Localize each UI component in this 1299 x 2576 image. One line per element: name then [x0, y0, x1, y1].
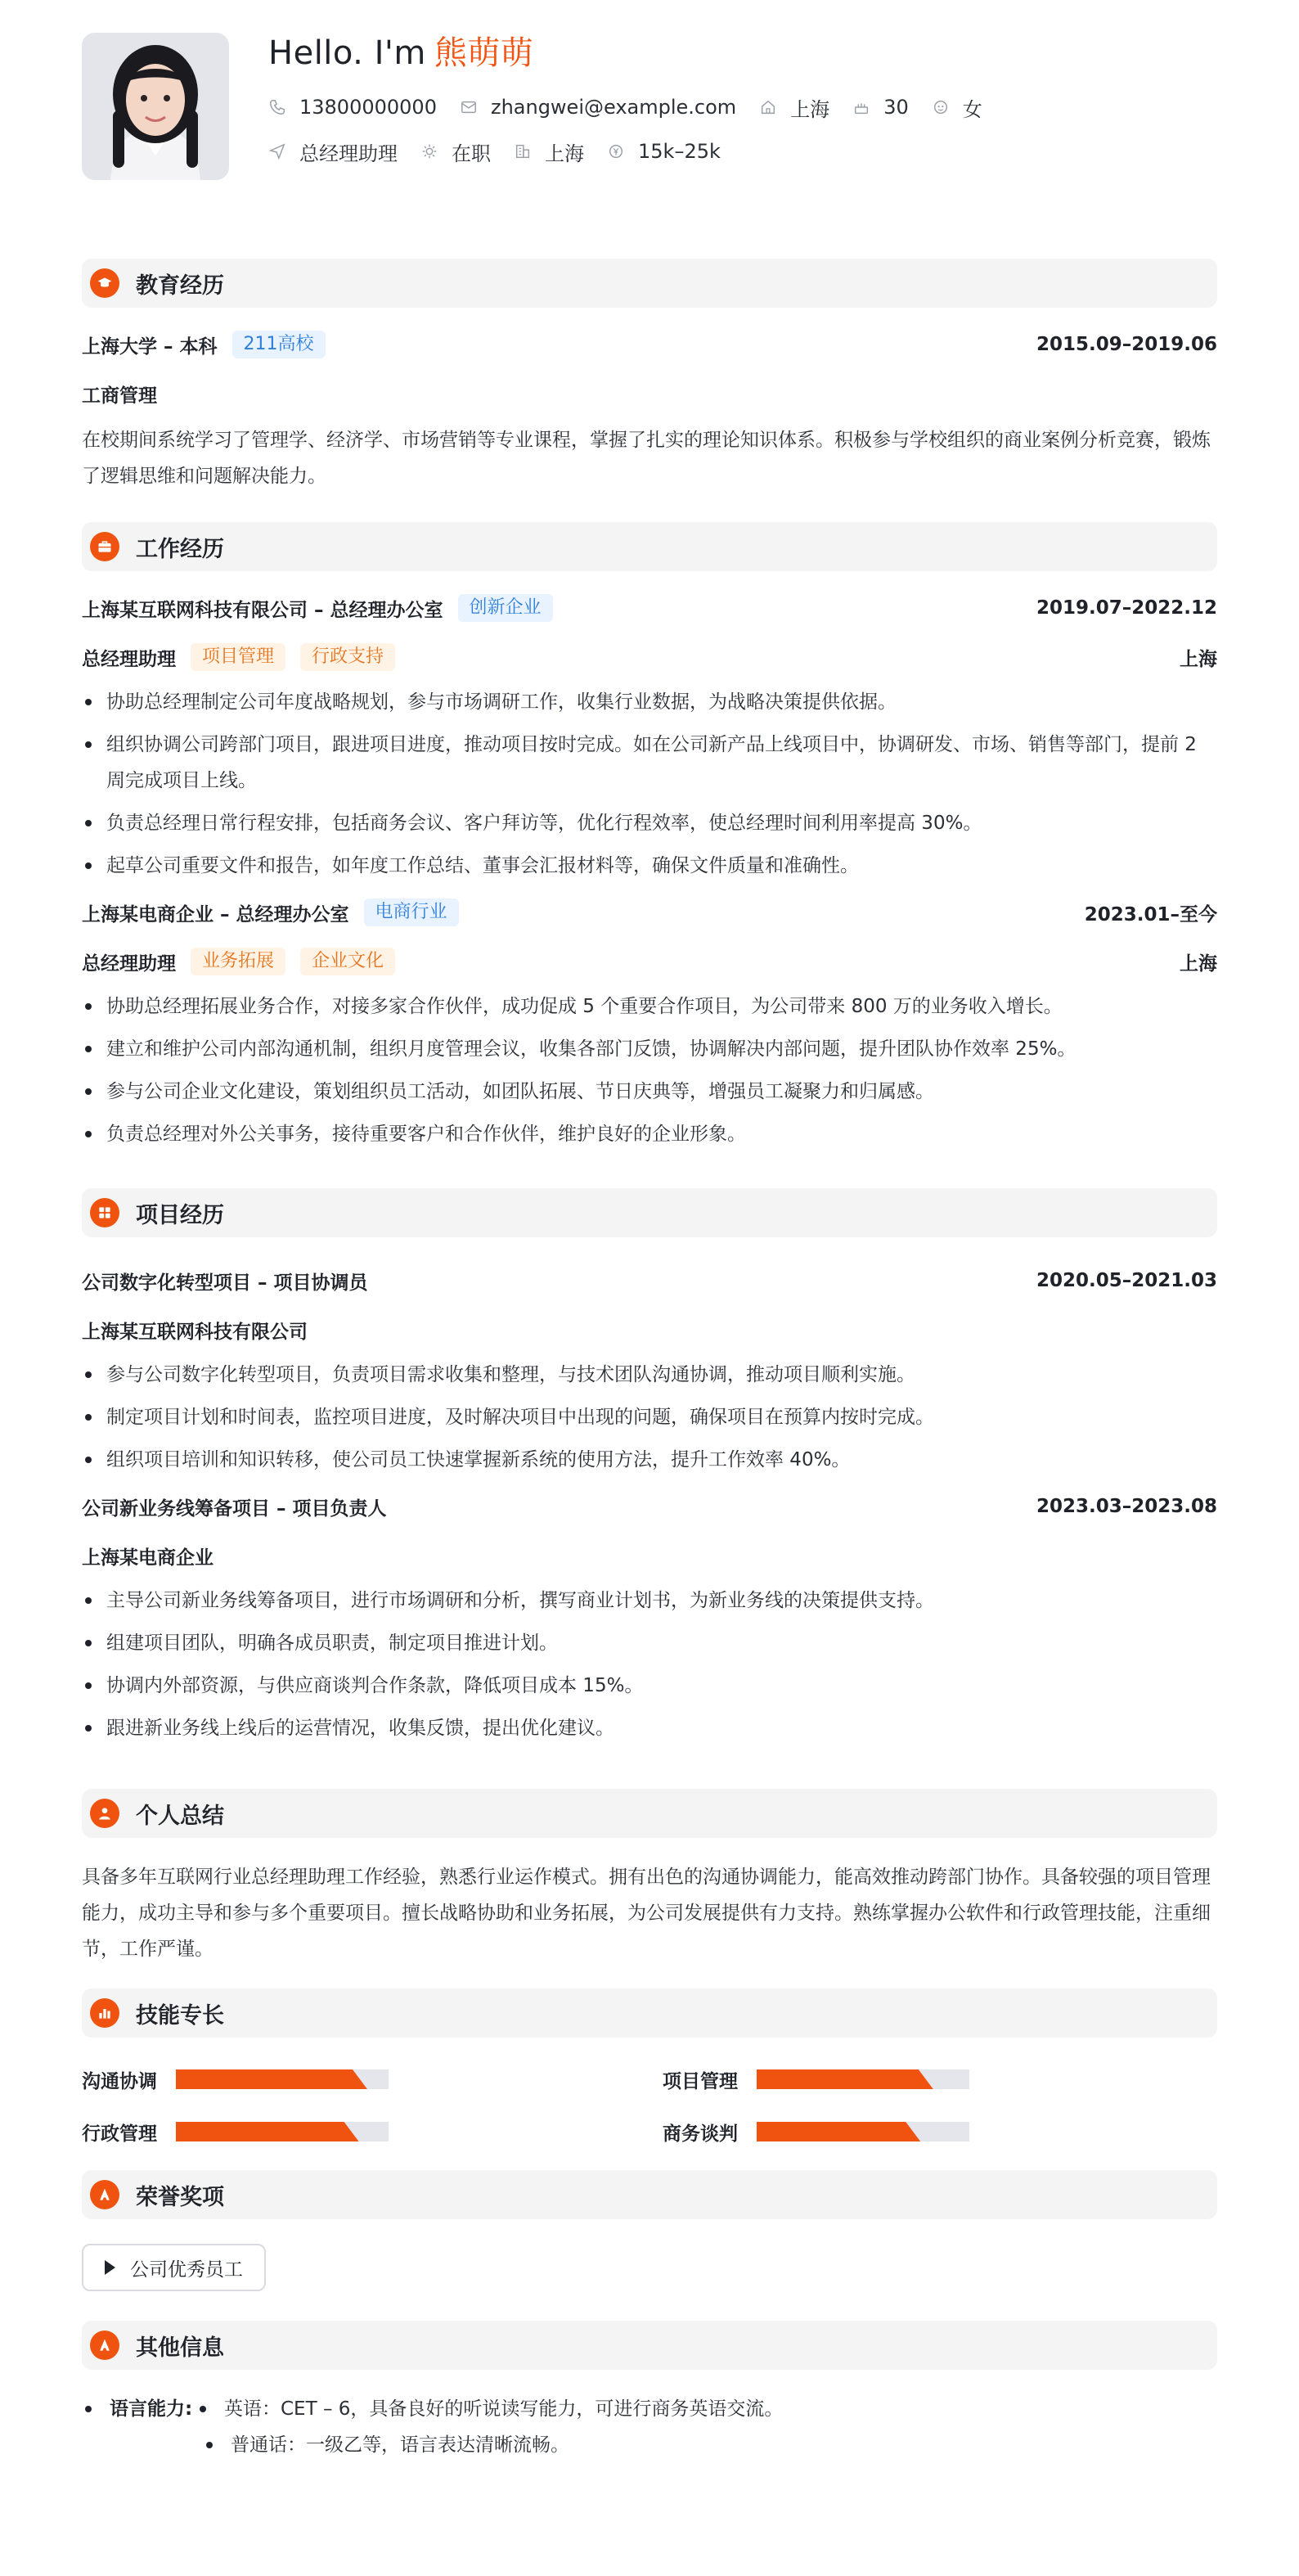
briefcase-icon	[90, 532, 119, 561]
awards-title: 荣誉奖项	[136, 2184, 224, 2210]
job-1-location: 上海	[1180, 648, 1217, 670]
list-item: 参与公司企业文化建设，策划组织员工活动，如团队拓展、节日庆典等，增强员工凝聚力和归属感。	[82, 1074, 1217, 1110]
job-2-company-block	[82, 898, 459, 926]
job-2-header	[82, 898, 1217, 926]
other-section-title	[82, 2321, 1217, 2370]
summary-text: 具备多年互联网行业总经理助理工作经验，熟悉行业运作模式。拥有出色的沟通协调能力，能高效推动跨部门协作。具备较强的项目管理能力，成功主导和参与多个重要项目。擅长战略协助和业务拓展，为公司发展提供有力支持。熟练掌握办公软件和行政管理技能，注重细节，工作严谨。	[82, 1867, 1211, 1960]
skill-bar-fill	[176, 2069, 367, 2089]
bullet-dot	[85, 2406, 92, 2412]
mail-icon	[460, 98, 478, 116]
building-icon	[514, 142, 532, 160]
language-row	[82, 2391, 1217, 2427]
greeting-text: Hello. I'm	[268, 34, 426, 72]
project-2-name: 公司新业务线筹备项目 – 项目负责人	[82, 1497, 387, 1520]
job-1-tag-2: 行政支持	[300, 643, 395, 671]
languages-block	[82, 2391, 1217, 2463]
list-item: 跟进新业务线上线后的运营情况，收集反馈，提出优化建议。	[82, 1710, 1217, 1746]
bar-chart-icon	[90, 1998, 119, 2028]
summary-title: 个人总结	[136, 1803, 224, 1829]
list-item: 协助总经理拓展业务合作，对接多家合作伙伴，成功促成 5 个重要合作项目，为公司带来 800 万的业务收入增长。	[82, 989, 1217, 1025]
status-value: 在职	[452, 142, 491, 165]
gender-icon	[932, 98, 950, 116]
grid-icon	[90, 1198, 119, 1227]
skill-bar	[176, 2069, 389, 2089]
project-2-company: 上海某电商企业	[82, 1547, 214, 1569]
project-2-bullets	[82, 1583, 1217, 1746]
send-icon	[268, 142, 286, 160]
project-1-company: 上海某互联网科技有限公司	[82, 1321, 308, 1343]
age-value: 30	[883, 96, 909, 119]
education-title: 教育经历	[136, 272, 224, 299]
work-title: 工作经历	[136, 536, 224, 562]
project-1-name: 公司数字化转型项目 – 项目协调员	[82, 1272, 368, 1294]
skill-item	[82, 2119, 663, 2144]
job-1-company-block	[82, 594, 553, 622]
list-item: 建立和维护公司内部沟通机制，组织月度管理会议，收集各部门反馈，协调解决内部问题，提升团队协作效率 25%。	[82, 1031, 1217, 1067]
projects-title: 项目经历	[136, 1202, 224, 1228]
skill-label: 沟通协调	[82, 2070, 157, 2092]
award-item[interactable]	[82, 2244, 266, 2291]
salary-item	[607, 140, 721, 163]
intent-row	[268, 139, 1005, 164]
job-2-location: 上海	[1180, 952, 1217, 975]
hometown-value: 上海	[790, 97, 830, 121]
header-info	[268, 33, 1005, 164]
job-2-company: 上海某电商企业 – 总经理办公室	[82, 903, 349, 925]
avatar-illustration	[82, 33, 229, 180]
project-1-bullets	[82, 1357, 1217, 1478]
skill-bar-fill	[176, 2122, 359, 2141]
info-icon	[90, 2331, 119, 2360]
caret-right-icon	[105, 2260, 115, 2275]
job-2-tag-1: 业务拓展	[191, 948, 285, 975]
job-1-header	[82, 594, 1217, 622]
project-2-period: 2023.03–2023.08	[1036, 1496, 1217, 1517]
phone-icon	[268, 98, 286, 116]
project-1-header	[82, 1267, 1217, 1295]
education-section-title	[82, 259, 1217, 308]
skill-bar	[176, 2122, 389, 2141]
language-sub-row	[206, 2427, 1217, 2463]
skill-bar	[757, 2122, 969, 2141]
education-major: 工商管理	[82, 385, 157, 407]
city-value: 上海	[545, 142, 584, 165]
skills-title: 技能专长	[136, 2002, 224, 2029]
list-item: 制定项目计划和时间表，监控项目进度，及时解决项目中出现的问题，确保项目在预算内按时完成。	[82, 1399, 1217, 1435]
education-header-row	[82, 331, 1217, 358]
summary-section-title	[82, 1789, 1217, 1838]
phone-item	[268, 96, 437, 119]
job-1-company-tag: 创新企业	[458, 594, 553, 622]
education-period: 2015.09–2019.06	[1036, 334, 1217, 355]
list-item: 起草公司重要文件和报告，如年度工作总结、董事会汇报材料等，确保文件质量和准确性。	[82, 848, 1217, 884]
job-1-role-row	[82, 643, 1217, 671]
skill-bar	[757, 2069, 969, 2089]
bullet-dot	[200, 2406, 206, 2412]
job-intent-item	[268, 137, 398, 166]
skill-item	[82, 2067, 663, 2092]
education-description: 在校期间系统学习了管理学、经济学、市场营销等专业课程，掌握了扎实的理论知识体系。积极参与学校组织的商业案例分析竞赛，锻炼了逻辑思维和问题解决能力。	[82, 430, 1211, 487]
job-1-bullets	[82, 684, 1217, 884]
skills-section-title	[82, 1988, 1217, 2038]
awards-section-title	[82, 2170, 1217, 2219]
greeting	[268, 33, 1005, 74]
award-icon	[90, 2180, 119, 2209]
phone-value: 13800000000	[299, 96, 437, 119]
skills-grid	[82, 2067, 1217, 2144]
age-item	[852, 96, 909, 119]
job-2-bullets	[82, 989, 1217, 1152]
work-section-title	[82, 522, 1217, 571]
job-1-tag-1: 项目管理	[191, 643, 285, 671]
list-item: 协调内外部资源，与供应商谈判合作条款，降低项目成本 15%。	[82, 1668, 1217, 1704]
project-1-period: 2020.05–2021.03	[1036, 1270, 1217, 1291]
cake-icon	[852, 98, 870, 116]
education-school-block	[82, 331, 326, 358]
other-title: 其他信息	[136, 2335, 224, 2361]
list-item: 组织项目培训和知识转移，使公司员工快速掌握新系统的使用方法，提升工作效率 40%。	[82, 1442, 1217, 1478]
list-item: 主导公司新业务线筹备项目，进行市场调研和分析，撰写商业计划书，为新业务线的决策提供支持。	[82, 1583, 1217, 1619]
job-2-role-row	[82, 948, 1217, 975]
job-2-role-block	[82, 948, 395, 975]
job-2-company-tag: 电商行业	[364, 898, 459, 926]
skill-item	[663, 2067, 1235, 2092]
list-item: 参与公司数字化转型项目，负责项目需求收集和整理，与技术团队沟通协调，推动项目顺利实施。	[82, 1357, 1217, 1393]
job-2-role: 总经理助理	[82, 952, 176, 975]
skill-label: 项目管理	[663, 2070, 738, 2092]
skill-label: 商务谈判	[663, 2123, 738, 2145]
project-2-header	[82, 1493, 1217, 1520]
email-item	[460, 96, 736, 119]
award-label: 公司优秀员工	[130, 2259, 243, 2281]
money-icon	[607, 142, 625, 160]
gender-value: 女	[962, 97, 982, 121]
salary-value: 15k–25k	[638, 140, 721, 163]
email-value: zhangwei@example.com	[490, 96, 737, 119]
home-icon	[759, 98, 777, 116]
school-tag: 211高校	[232, 331, 326, 358]
status-item	[420, 137, 491, 166]
school-name: 上海大学 – 本科	[82, 336, 218, 358]
city-item	[514, 137, 584, 166]
hometown-item	[759, 93, 829, 122]
list-item: 组织协调公司跨部门项目，跟进项目进度，推动项目按时完成。如在公司新产品上线项目中，协调研发、市场、销售等部门，提前 2 周完成项目上线。	[82, 727, 1217, 799]
list-item: 协助总经理制定公司年度战略规划，参与市场调研工作，收集行业数据，为战略决策提供依据。	[82, 684, 1217, 720]
job-1-period: 2019.07–2022.12	[1036, 597, 1217, 619]
job-1-company: 上海某互联网科技有限公司 – 总经理办公室	[82, 599, 443, 621]
list-item: 负责总经理日常行程安排，包括商务会议、客户拜访等，优化行程效率，使总经理时间利用率提高 30%。	[82, 805, 1217, 841]
awards-list	[82, 2244, 1217, 2291]
header	[82, 33, 1217, 180]
language-label: 语言能力:	[110, 2398, 193, 2420]
skill-bar-fill	[757, 2069, 933, 2089]
skill-bar-fill	[757, 2122, 920, 2141]
job-intent-value: 总经理助理	[299, 142, 398, 165]
contact-row	[268, 95, 1005, 119]
graduation-cap-icon	[90, 268, 119, 298]
skill-item	[663, 2119, 1235, 2144]
language-english: 英语：CET – 6，具备良好的听说读写能力，可进行商务英语交流。	[224, 2398, 784, 2420]
candidate-name: 熊萌萌	[434, 34, 534, 72]
gender-item	[932, 93, 982, 122]
bullet-dot	[206, 2442, 213, 2448]
list-item: 负责总经理对外公关事务，接待重要客户和合作伙伴，维护良好的企业形象。	[82, 1116, 1217, 1152]
list-item: 组建项目团队，明确各成员职责，制定项目推进计划。	[82, 1625, 1217, 1661]
job-2-period: 2023.01–至今	[1084, 903, 1217, 925]
language-mandarin: 普通话：一级乙等，语言表达清晰流畅。	[231, 2434, 569, 2456]
job-1-role-block	[82, 643, 395, 671]
avatar	[82, 33, 229, 180]
job-1-role: 总经理助理	[82, 648, 176, 670]
job-2-tag-2: 企业文化	[300, 948, 395, 975]
status-icon	[420, 142, 438, 160]
skill-label: 行政管理	[82, 2123, 157, 2145]
projects-section-title	[82, 1188, 1217, 1237]
user-icon	[90, 1799, 119, 1828]
